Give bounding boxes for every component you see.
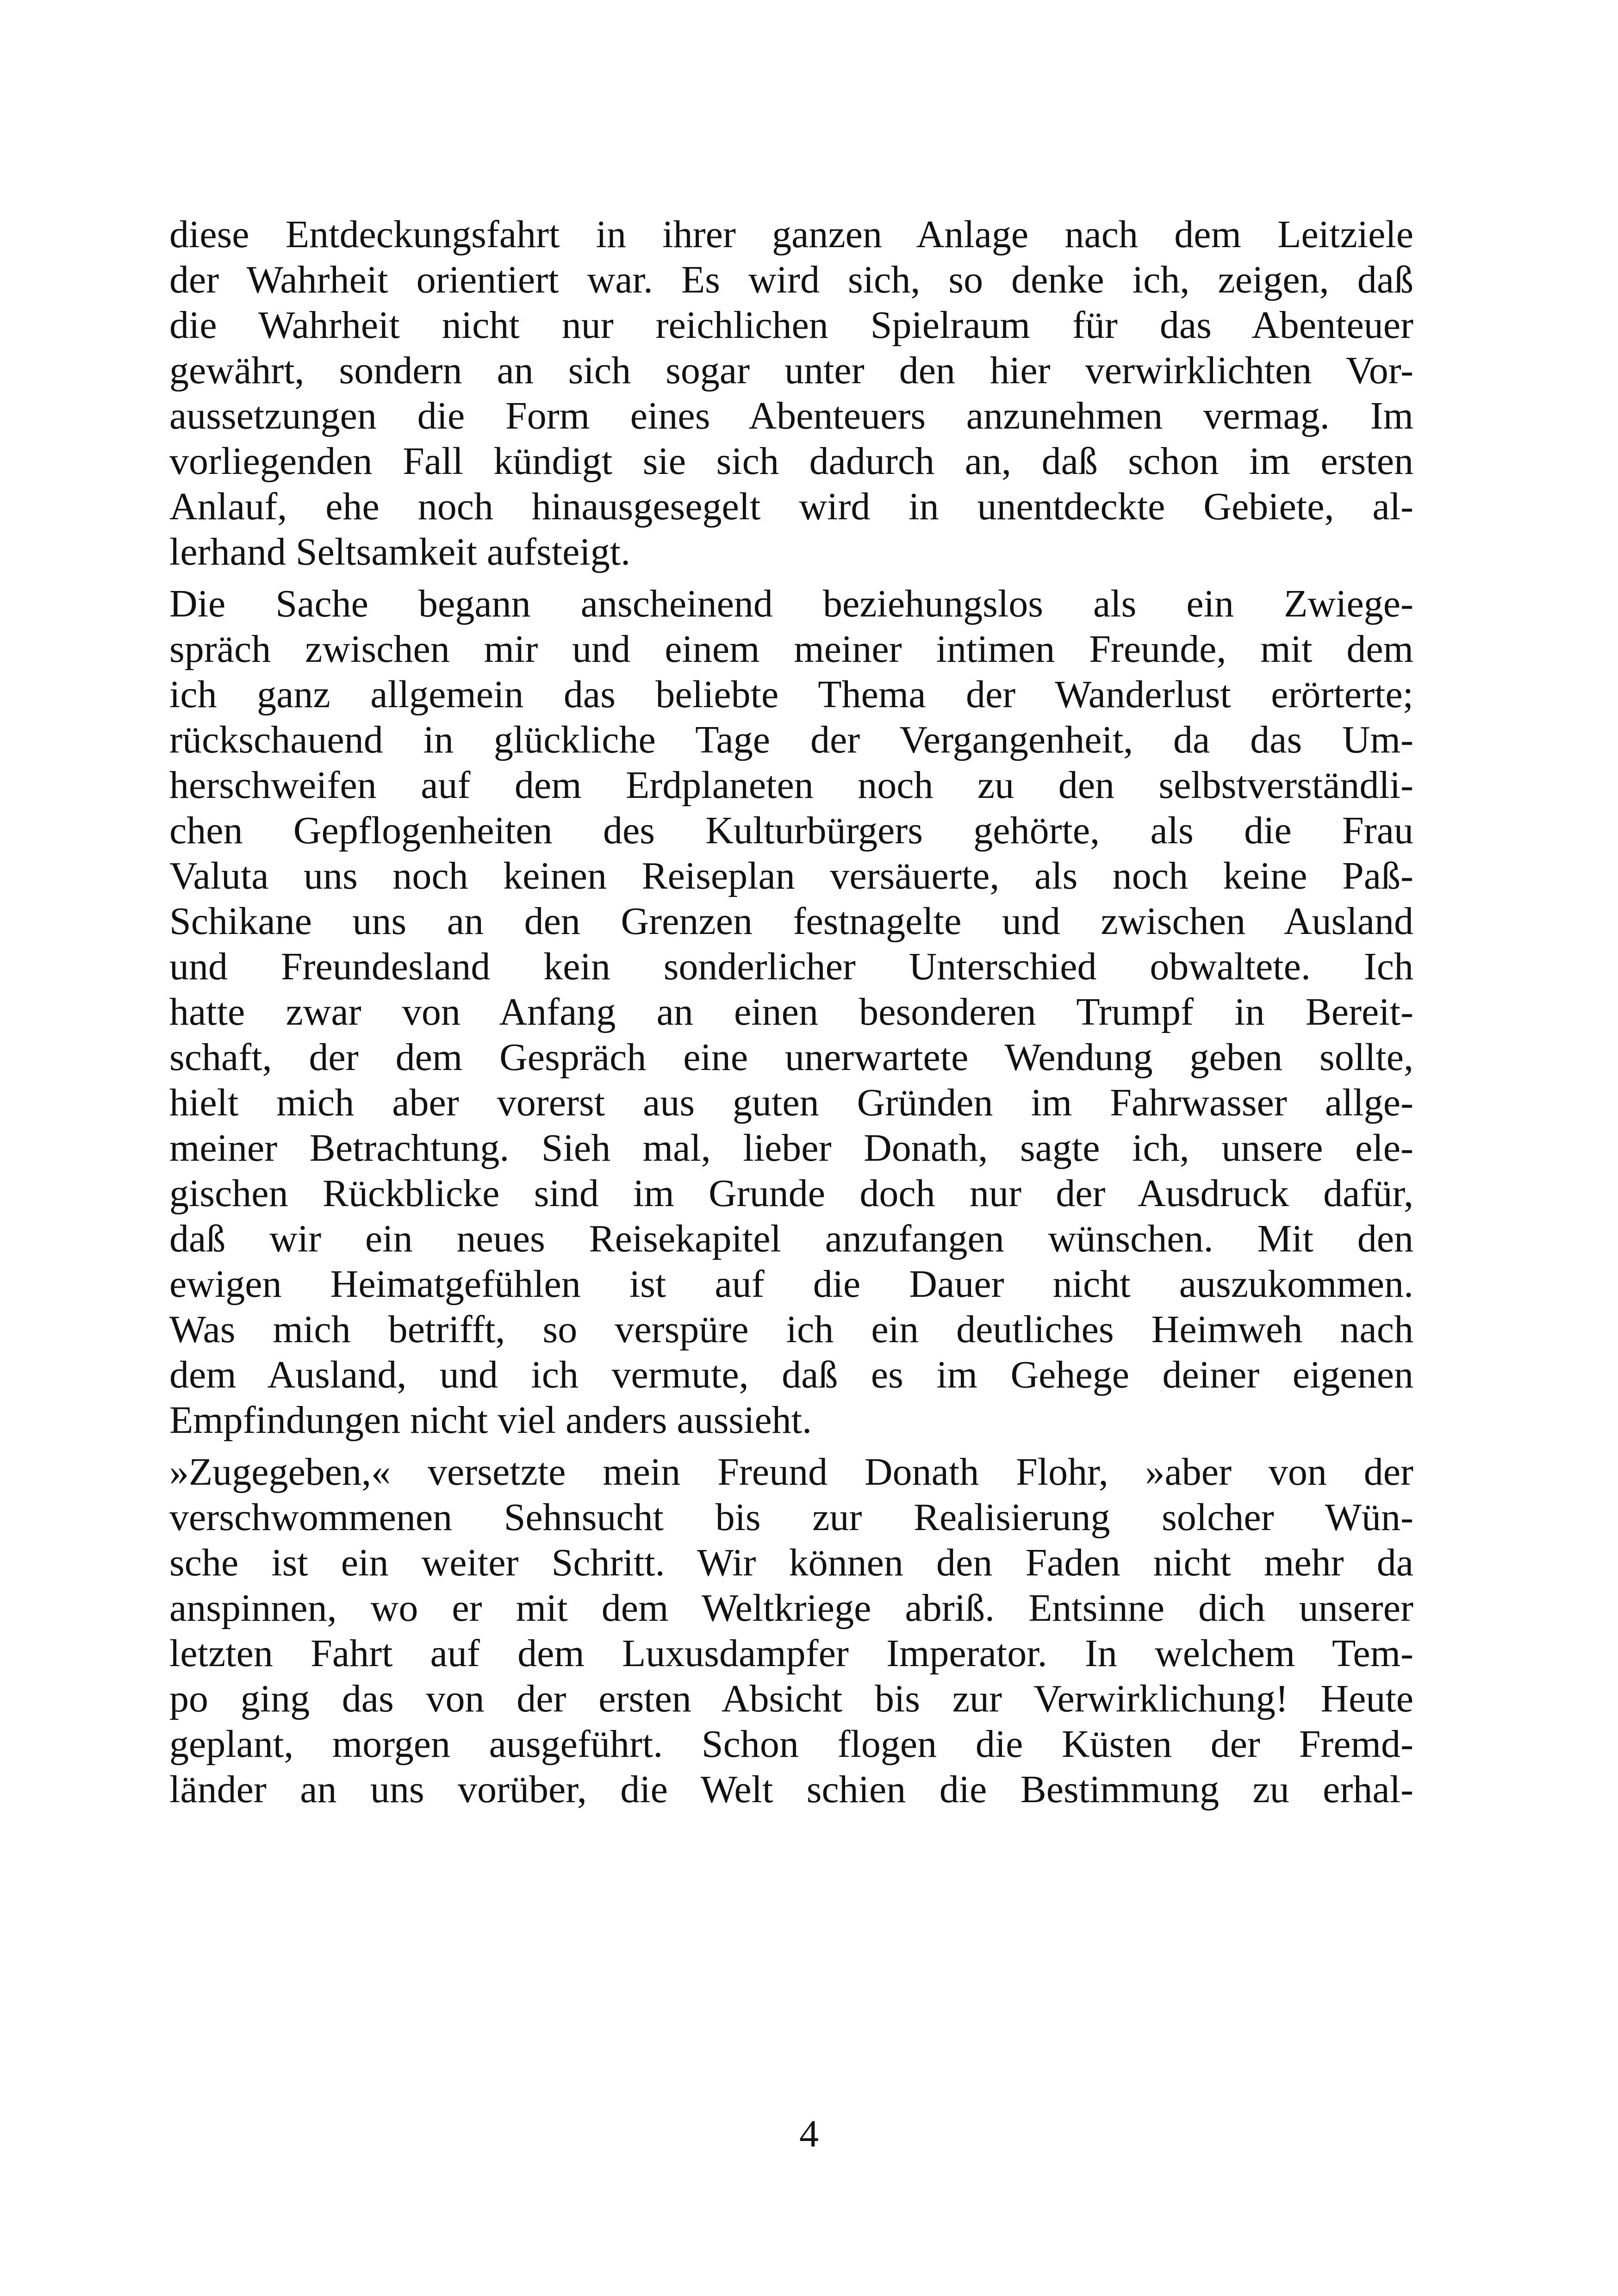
text-line: Empfindungen nicht viel anders aussieht. xyxy=(169,1399,812,1442)
text-line: chen Gepflogenheiten des Kulturbürgers gehörte, als die Frau xyxy=(169,809,1413,852)
paragraph-1 xyxy=(169,212,1413,575)
text-line: schaft, der dem Gespräch eine unerwartete Wendung geben sollte, xyxy=(169,1036,1413,1079)
text-line: gischen Rückblicke sind im Grunde doch nur der Ausdruck dafür, xyxy=(169,1172,1413,1215)
text-line: letzten Fahrt auf dem Luxusdampfer Imperator. In welchem Tem- xyxy=(169,1632,1413,1675)
text-line: Was mich betrifft, so verspüre ich ein deutliches Heimweh nach xyxy=(169,1308,1413,1351)
text-line: und Freundesland kein sonderlicher Unterschied obwaltete. Ich xyxy=(169,945,1413,988)
text-line: Die Sache begann anscheinend beziehungslos als ein Zwiege- xyxy=(169,582,1413,625)
text-line: dem Ausland, und ich vermute, daß es im Gehege deiner eigenen xyxy=(169,1353,1413,1396)
text-line: »Zugegeben,« versetzte mein Freund Donath Flohr, »aber von der xyxy=(169,1450,1413,1493)
text-line: Valuta uns noch keinen Reiseplan versäuerte, als noch keine Paß- xyxy=(169,854,1413,897)
text-line: daß wir ein neues Reisekapitel anzufangen wünschen. Mit den xyxy=(169,1217,1413,1260)
body-text xyxy=(169,212,1413,1819)
text-line: geplant, morgen ausgeführt. Schon flogen die Küsten der Fremd- xyxy=(169,1723,1413,1766)
text-line: herschweifen auf dem Erdplaneten noch zu den selbstverständli- xyxy=(169,764,1413,807)
text-line: diese Entdeckungsfahrt in ihrer ganzen Anlage nach dem Leitziele xyxy=(169,213,1413,256)
text-line: po ging das von der ersten Absicht bis zur Verwirklichung! Heute xyxy=(169,1677,1413,1720)
text-line: ich ganz allgemein das beliebte Thema der Wanderlust erörterte; xyxy=(169,673,1413,716)
paragraph-3 xyxy=(169,1450,1413,1812)
text-line: die Wahrheit nicht nur reichlichen Spielraum für das Abenteuer xyxy=(169,304,1413,347)
text-line: aussetzungen die Form eines Abenteuers anzunehmen vermag. Im xyxy=(169,394,1413,437)
text-line: spräch zwischen mir und einem meiner intimen Freunde, mit dem xyxy=(169,628,1413,671)
text-line: länder an uns vorüber, die Welt schien die Bestimmung zu erhal- xyxy=(169,1768,1413,1811)
text-line: der Wahrheit orientiert war. Es wird sich, so denke ich, zeigen, daß xyxy=(169,258,1413,301)
text-line: hatte zwar von Anfang an einen besonderen Trumpf in Bereit- xyxy=(169,990,1413,1033)
text-line: anspinnen, wo er mit dem Weltkriege abriß. Entsinne dich unserer xyxy=(169,1587,1413,1630)
text-line: rückschauend in glückliche Tage der Vergangenheit, da das Um- xyxy=(169,718,1413,761)
text-line: vorliegenden Fall kündigt sie sich dadurch an, daß schon im ersten xyxy=(169,440,1413,483)
text-line: meiner Betrachtung. Sieh mal, lieber Donath, sagte ich, unsere ele- xyxy=(169,1126,1413,1170)
page-number: 4 xyxy=(799,2112,819,2155)
text-line: Anlauf, ehe noch hinausgesegelt wird in unentdeckte Gebiete, al- xyxy=(169,485,1413,528)
text-line: lerhand Seltsamkeit aufsteigt. xyxy=(169,530,631,573)
text-line: ewigen Heimatgefühlen ist auf die Dauer nicht auszukommen. xyxy=(169,1263,1413,1306)
text-line: gewährt, sondern an sich sogar unter den hier verwirklichten Vor- xyxy=(169,349,1413,392)
text-line: Schikane uns an den Grenzen festnagelte und zwischen Ausland xyxy=(169,900,1413,943)
text-line: verschwommenen Sehnsucht bis zur Realisierung solcher Wün- xyxy=(169,1496,1413,1539)
paragraph-2 xyxy=(169,581,1413,1443)
text-line: sche ist ein weiter Schritt. Wir können den Faden nicht mehr da xyxy=(169,1541,1413,1584)
text-line: hielt mich aber vorerst aus guten Gründen im Fahrwasser allge- xyxy=(169,1081,1413,1124)
